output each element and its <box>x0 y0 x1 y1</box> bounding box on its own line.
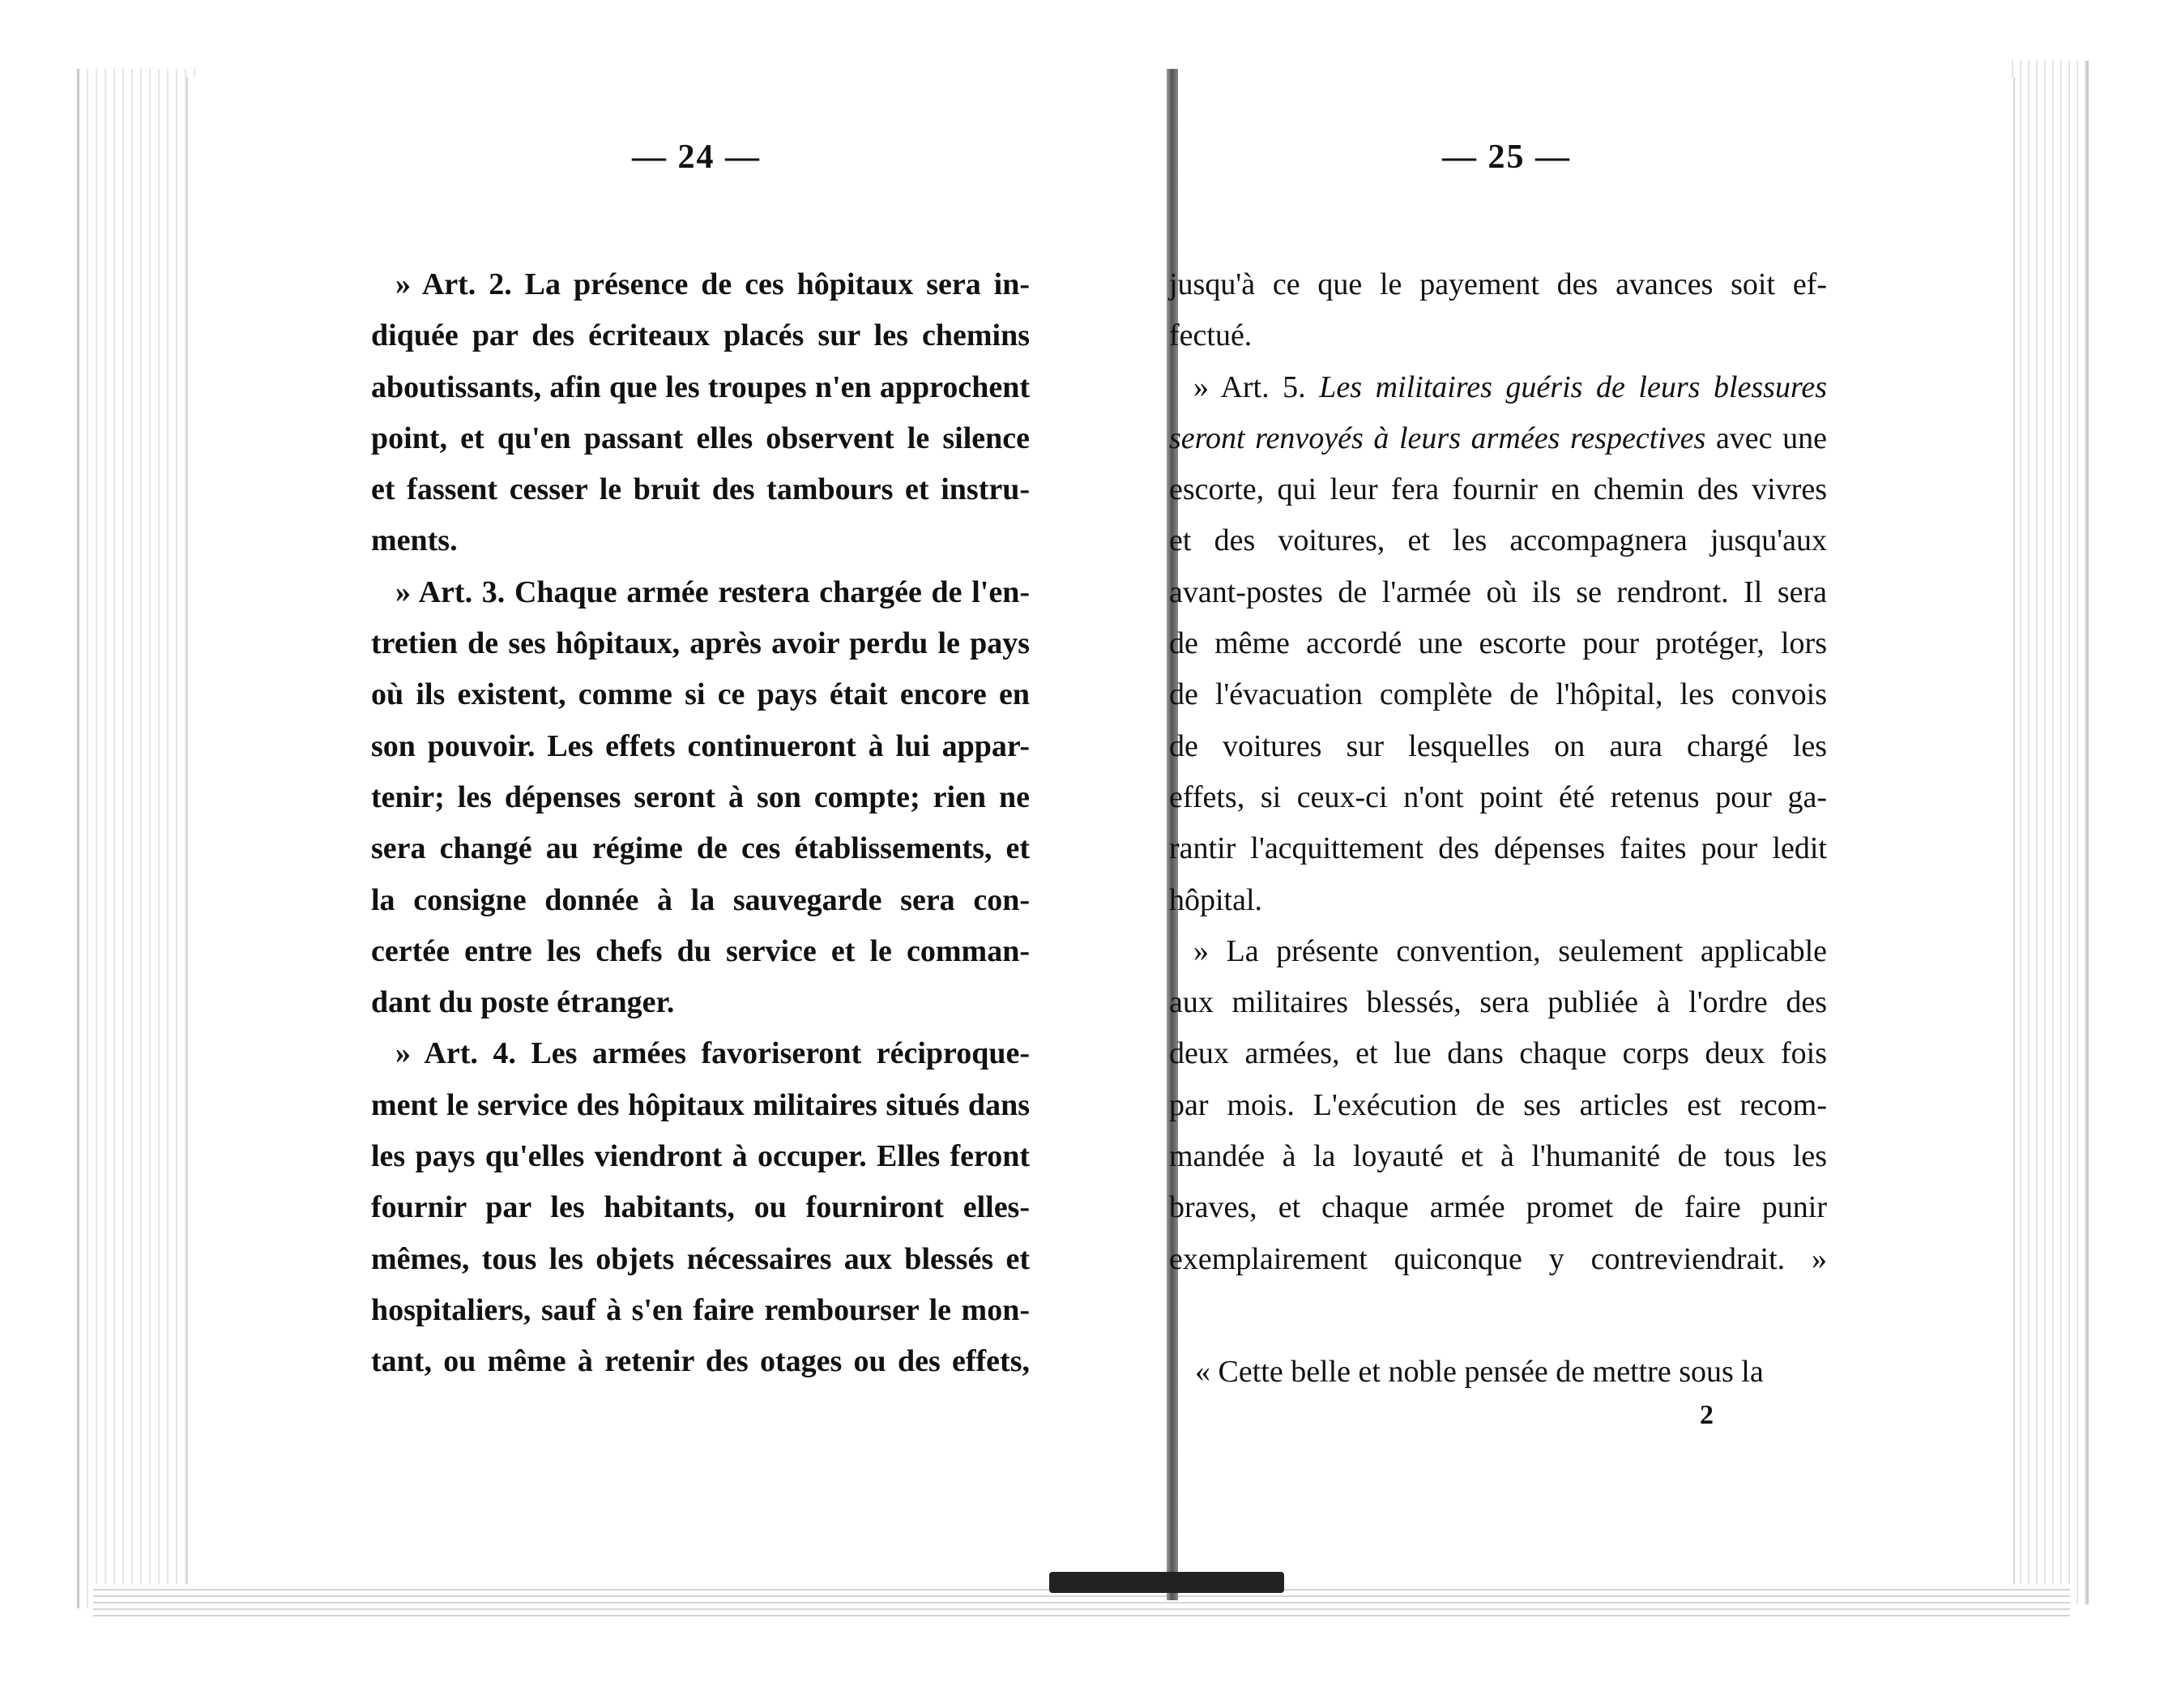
article-5-label: » Art. 5. <box>1193 369 1306 404</box>
text-line: sera changé au régime de ces établissements, et <box>371 831 1030 866</box>
right-page-edges <box>2005 61 2089 1604</box>
text-line: escorte, qui leur fera fournir en chemin des vivres <box>1169 472 1827 507</box>
text-line: rantir l'acquittement des dépenses faites pour ledit <box>1169 831 1827 866</box>
text-line: et fassent cesser le bruit des tambours et instru- <box>371 472 1030 507</box>
text-line: son pouvoir. Les effets continueront à lui appar- <box>371 728 1030 763</box>
text-line: » Art. 2. La présence de ces hôpitaux sera in- <box>395 267 1030 301</box>
text-line: tenir; les dépenses seront à son compte; rien ne <box>371 779 1030 814</box>
text-line: exemplairement quiconque y contreviendrait. » <box>1169 1241 1827 1276</box>
text-line: » La présente convention, seulement applicable <box>1193 933 1827 968</box>
closing-paragraph <box>1195 1347 1827 1398</box>
text-line: ments. <box>371 523 458 558</box>
text-line: fournir par les habitants, ou fourniront elles- <box>371 1190 1030 1225</box>
left-page-text <box>371 259 1030 1388</box>
text-line: deux armées, et lue dans chaque corps deux fois <box>1169 1036 1827 1071</box>
text-line: où ils existent, comme si ce pays était encore en <box>371 677 1030 712</box>
text-line: braves, et chaque armée promet de faire punir <box>1169 1190 1827 1225</box>
text-line: diquée par des écriteaux placés sur les chemins <box>371 318 1030 353</box>
text-line: mêmes, tous les objets nécessaires aux blessés et <box>371 1241 1030 1276</box>
article-5-line <box>1169 413 1827 464</box>
left-page-number: — 24 — <box>632 139 761 176</box>
article-5-line <box>1169 362 1827 413</box>
text-line: la consigne donnée à la sauvegarde sera con- <box>371 882 1030 917</box>
text-line: de voitures sur lesquelles on aura chargé les <box>1169 728 1827 763</box>
text-line: tant, ou même à retenir des otages ou des effets, <box>371 1344 1030 1379</box>
article-5-italic: Les militaires guéris de leurs blessures <box>1319 369 1828 404</box>
signature-mark: 2 <box>1700 1400 1714 1430</box>
text-line: point, et qu'en passant elles observent le silence <box>371 421 1030 455</box>
text-line: jusqu'à ce que le payement des avances soit ef- <box>1169 267 1827 301</box>
text-line: » Art. 4. Les armées favoriseront réciproque- <box>395 1036 1030 1071</box>
text-line: ment le service des hôpitaux militaires situés dans <box>371 1087 1030 1122</box>
text-line: dant du poste étranger. <box>371 985 675 1020</box>
right-page-text <box>1169 259 1827 1285</box>
text-line: tretien de ses hôpitaux, après avoir perdu le pays <box>371 626 1030 661</box>
text-line: de l'évacuation complète de l'hôpital, les convois <box>1169 677 1827 712</box>
right-page-number: — 25 — <box>1442 139 1571 176</box>
text-line: par mois. L'exécution de ses articles est recom- <box>1169 1087 1827 1122</box>
text-line: effets, si ceux-ci n'ont point été retenus pour ga- <box>1169 779 1827 814</box>
binding-tail <box>1049 1572 1284 1593</box>
text-line: de même accordé une escorte pour protéger, lors <box>1169 626 1827 661</box>
text-line: avant-postes de l'armée où ils se rendront. Il sera <box>1169 574 1827 609</box>
text-line: aux militaires blessés, sera publiée à l'ordre des <box>1169 985 1827 1020</box>
text-line: « Cette belle et noble pensée de mettre sous la <box>1195 1355 1764 1389</box>
text-line: » Art. 3. Chaque armée restera chargée de l'en- <box>395 574 1030 609</box>
text-line: mandée à la loyauté et à l'humanité de tous les <box>1169 1139 1827 1174</box>
text-line: hôpital. <box>1169 882 1263 917</box>
left-page-edges <box>77 69 201 1608</box>
text-line: fectué. <box>1169 318 1253 353</box>
text-line: aboutissants, afin que les troupes n'en approchent <box>371 369 1030 404</box>
text-line: et des voitures, et les accompagnera jusqu'aux <box>1169 523 1827 558</box>
text-line: les pays qu'elles viendront à occuper. Elles feront <box>371 1139 1030 1174</box>
text-line: certée entre les chefs du service et le comman- <box>371 933 1030 968</box>
article-5-italic: seront renvoyés à leurs armées respectives <box>1169 421 1706 455</box>
text-line: hospitaliers, sauf à s'en faire rembourser le mon- <box>371 1292 1030 1327</box>
article-5-tail: avec une <box>1715 421 1827 455</box>
